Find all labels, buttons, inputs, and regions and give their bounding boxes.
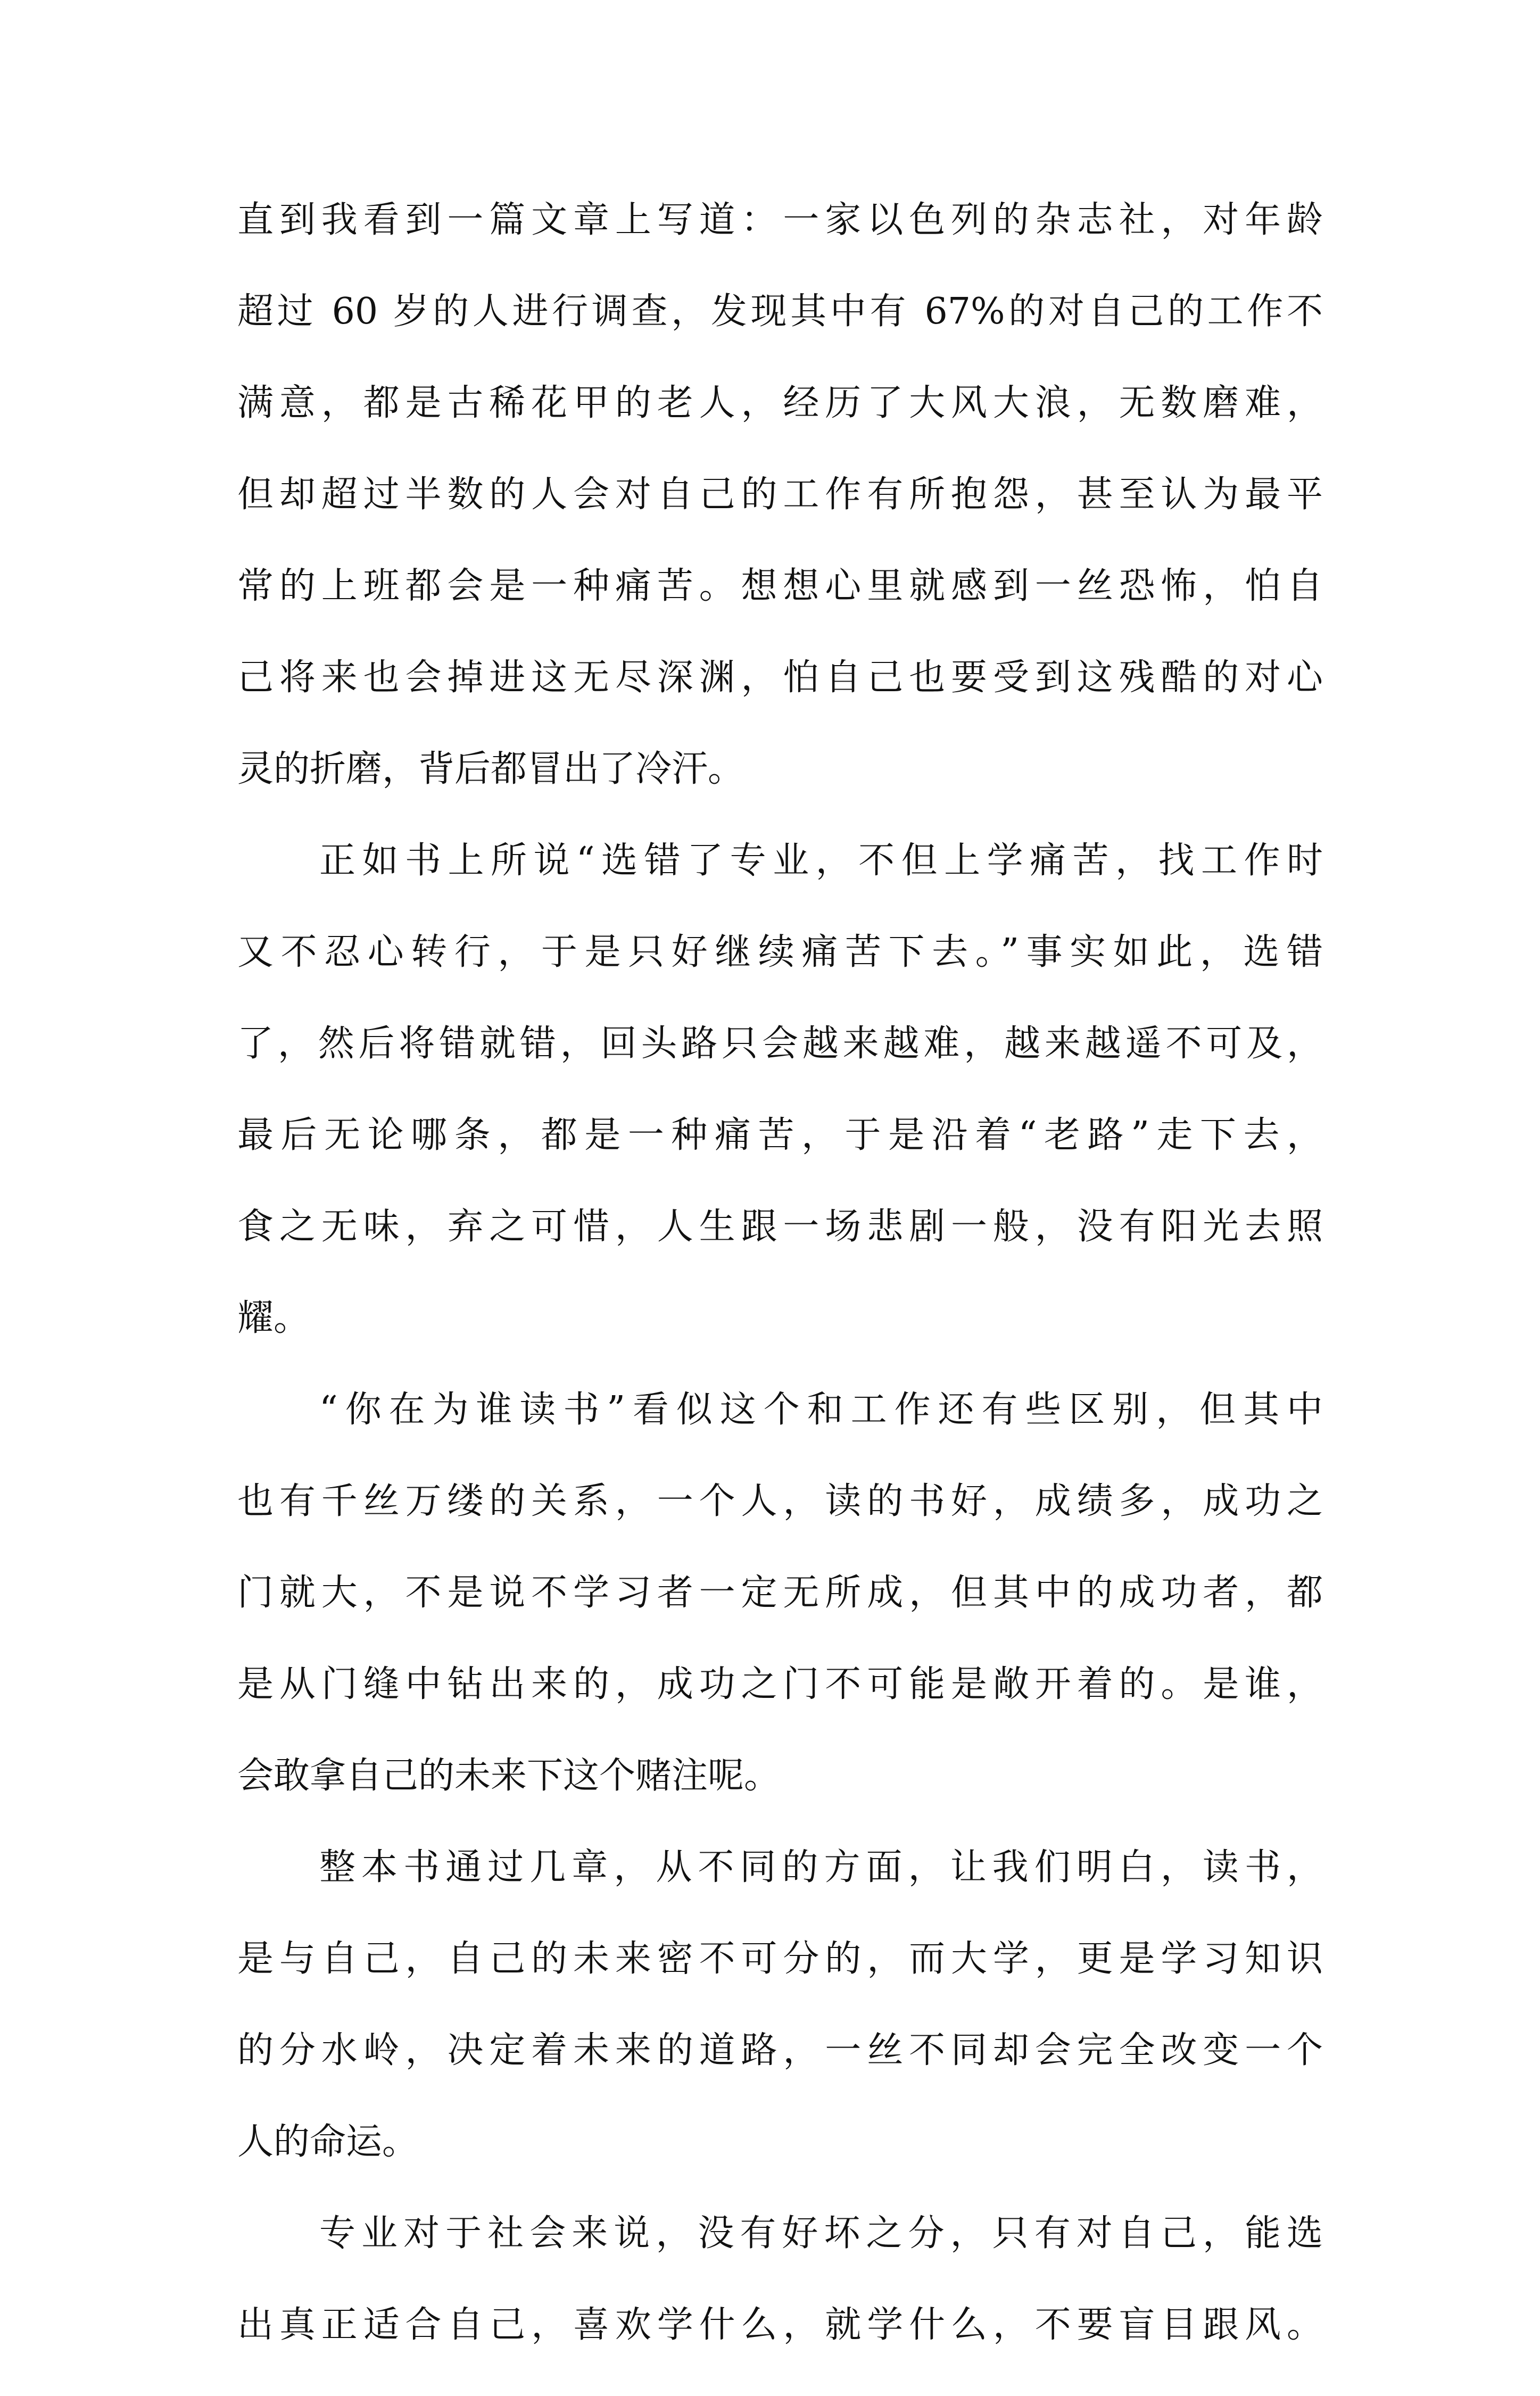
document-body [237, 200, 1323, 2396]
text-line: 正如书上所说“选错了专业，不但上学痛苦，找工作时 [319, 840, 1323, 882]
text-line: 灵的折磨，背后都冒出了冷汗。 [237, 748, 744, 790]
paragraph-1 [237, 200, 1323, 840]
paragraph-5 [237, 2213, 1323, 2396]
paragraph-2 [237, 840, 1323, 1389]
text-line: 耀。 [237, 1297, 310, 1339]
paragraph-4 [237, 1847, 1323, 2213]
text-line: 了，然后将错就错，回头路只会越来越难，越来越遥不可及， [237, 1023, 1323, 1065]
text-line: 但却超过半数的人会对自己的工作有所抱怨，甚至认为最平 [237, 474, 1323, 516]
text-line: 己将来也会掉进这无尽深渊，怕自己也要受到这残酷的对心 [237, 657, 1323, 699]
text-line: 食之无味，弃之可惜，人生跟一场悲剧一般，没有阳光去照 [237, 1206, 1323, 1248]
text-line: 最后无论哪条，都是一种痛苦，于是沿着“老路”走下去， [237, 1114, 1323, 1156]
text-line: 专业对于社会来说，没有好坏之分，只有对自己，能选 [319, 2212, 1323, 2254]
text-line: 直到我看到一篇文章上写道：一家以色列的杂志社，对年龄 [237, 199, 1323, 241]
text-line: 人的命运。 [237, 2121, 419, 2163]
text-line: 的分水岭，决定着未来的道路，一丝不同却会完全改变一个 [237, 2029, 1323, 2071]
text-line: 门就大，不是说不学习者一定无所成，但其中的成功者，都 [237, 1572, 1323, 1614]
text-line: 满意，都是古稀花甲的老人，经历了大风大浪，无数磨难， [237, 382, 1323, 424]
text-line: 会敢拿自己的未来下这个赌注呢。 [237, 1755, 781, 1797]
text-line: 整本书通过几章，从不同的方面，让我们明白，读书， [319, 1846, 1323, 1888]
text-line: 出真正适合自己，喜欢学什么，就学什么，不要盲目跟风。 [237, 2304, 1323, 2346]
text-line: 常的上班都会是一种痛苦。想想心里就感到一丝恐怖，怕自 [237, 565, 1323, 607]
text-line: 是与自己，自己的未来密不可分的，而大学，更是学习知识 [237, 1938, 1323, 1980]
paragraph-3 [237, 1389, 1323, 1847]
text-line: 也有千丝万缕的关系，一个人，读的书好，成绩多，成功之 [237, 1480, 1323, 1522]
text-line: 又不忍心转行，于是只好继续痛苦下去。”事实如此，选错 [237, 931, 1323, 973]
text-line: 是从门缝中钻出来的，成功之门不可能是敞开着的。是谁， [237, 1663, 1323, 1705]
text-line: 超过 60 岁的人进行调查，发现其中有 67%的对自己的工作不 [237, 291, 1323, 333]
text-line: “你在为谁读书”看似这个和工作还有些区别，但其中 [319, 1389, 1323, 1431]
